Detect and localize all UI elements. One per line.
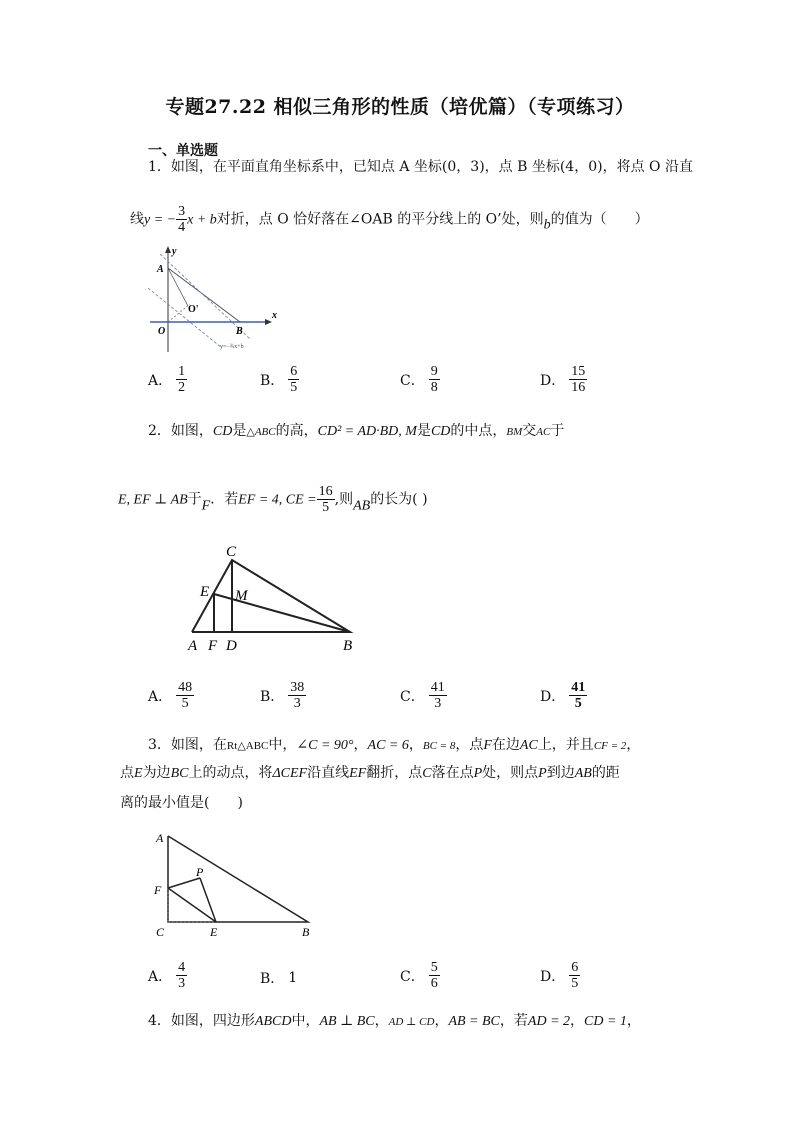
q3-label-a: A	[156, 831, 164, 845]
q2-ce-den: 5	[322, 500, 330, 515]
option-den: 16	[571, 380, 586, 395]
option-label: A．	[148, 968, 173, 985]
option-fraction	[429, 680, 447, 711]
q3-text: ，	[408, 737, 423, 753]
option-num: 9	[430, 364, 438, 379]
q2-label-c: C	[226, 544, 237, 560]
q2-ac: AC	[536, 426, 551, 438]
q1-line2	[130, 204, 649, 237]
q3-segment-fp	[168, 878, 200, 888]
q3-text: 处，则点	[482, 765, 539, 781]
q1-line1: 1．如图，在平面直角坐标系中，已知点 A 坐标(0，3)，点 B 坐标(4，0)，将点 O 沿直	[148, 159, 693, 175]
q4-cd: CD = 1	[584, 1014, 627, 1029]
option-fraction	[176, 680, 194, 711]
q1-option-d[interactable]	[540, 364, 587, 395]
q1-x-arrow-icon	[265, 319, 272, 325]
option-fraction	[176, 960, 187, 991]
q4-ab-eq-bc: AB = BC	[448, 1014, 500, 1029]
q3-triangle-abc	[168, 836, 308, 922]
q3-segment-fe	[168, 888, 216, 922]
q1-oo-line	[168, 304, 190, 322]
option-den: 6	[430, 976, 438, 991]
option-label: B．	[260, 372, 285, 389]
q1-segment-ab	[168, 268, 240, 322]
q2-label-f: F	[208, 638, 218, 654]
option-den: 3	[178, 976, 186, 991]
q4-ad: AD = 2	[527, 1014, 571, 1029]
q3-label-e: E	[210, 925, 218, 939]
option-fraction	[429, 364, 440, 395]
option-den: 2	[178, 380, 186, 395]
option-value: 1	[288, 970, 298, 986]
q3-option-b[interactable]	[260, 968, 297, 988]
q3-p: P	[473, 766, 483, 781]
section-heading: 一、单选题	[148, 143, 218, 159]
option-den: 3	[434, 696, 442, 711]
q2-triangle-abc	[192, 560, 350, 632]
option-fraction	[429, 960, 440, 991]
q2-label-e: E	[200, 584, 210, 600]
q4-text: 中，	[291, 1013, 320, 1029]
q3-option-a[interactable]	[148, 960, 187, 991]
option-num: 5	[430, 960, 438, 975]
q3-text: 的距	[591, 765, 620, 781]
q4-line1	[148, 1010, 641, 1033]
q1-eq-y: y = −	[144, 212, 177, 228]
q2-text: 是	[232, 423, 247, 439]
q2-label-a: A	[188, 638, 198, 654]
q2-ce-fraction	[317, 484, 335, 515]
q2-ef-perp: E, EF ⊥ AB	[118, 492, 188, 508]
q3-line1	[148, 734, 640, 757]
q1-label-x: x	[272, 310, 277, 321]
q3-bc-edge: BC	[170, 766, 189, 781]
q3-text: 中，	[268, 737, 297, 753]
q3-ac-edge: AC	[519, 738, 538, 753]
option-num: 6	[290, 364, 298, 379]
q1-figure	[140, 244, 280, 356]
q2-ab: AB	[353, 498, 371, 514]
option-fraction	[176, 364, 187, 395]
q2-text: ．若	[210, 491, 239, 508]
q3-segment-pe	[200, 878, 216, 922]
q3-text: ，	[626, 737, 641, 753]
q2-ce-num: 16	[318, 484, 333, 499]
q3-text: 为边	[142, 765, 171, 781]
q3-figure	[150, 826, 320, 942]
q3-ef: EF	[349, 766, 367, 781]
q1-label-a: A	[157, 264, 164, 275]
option-fraction	[288, 364, 299, 395]
q4-text: ，	[374, 1013, 389, 1029]
q3-label-b: B	[302, 925, 310, 939]
option-den: 5	[571, 976, 579, 991]
q4-ab-perp-bc: AB ⊥ BC	[319, 1014, 375, 1029]
option-label: B．	[260, 971, 285, 987]
q3-line3: 离的最小值是( )	[120, 795, 243, 811]
option-label: C．	[400, 688, 425, 705]
q1-eq-num: 3	[178, 204, 186, 219]
option-label: A．	[148, 688, 173, 705]
q3-text: 在边	[491, 737, 520, 753]
q4-text: ，	[626, 1013, 641, 1029]
q2-text: 2．如图，	[148, 423, 213, 439]
option-fraction	[569, 364, 587, 395]
q1-b: b	[543, 217, 551, 233]
q2-text: ,则	[334, 491, 354, 508]
q3-label-f: F	[154, 883, 162, 897]
q2-bm: BM	[506, 426, 523, 438]
q2-option-a[interactable]	[148, 680, 194, 711]
q3-p: P	[538, 766, 547, 781]
q1-option-c[interactable]	[400, 364, 440, 395]
option-label: D．	[540, 968, 566, 985]
q2-ef: EF = 4, CE =	[238, 492, 317, 508]
option-den: 8	[430, 380, 438, 395]
q2-triangle: △ABC	[246, 426, 276, 438]
q1-dashed-line	[148, 288, 222, 348]
q3-cef: ΔCEF	[272, 766, 308, 781]
q3-text: 落在点	[431, 765, 474, 781]
q1-text: 线	[130, 211, 144, 228]
q3-option-c[interactable]	[400, 960, 440, 991]
q3-line2	[120, 762, 620, 785]
q1-label-y: y	[172, 246, 177, 257]
q2-text: 是	[416, 423, 431, 439]
option-label: B．	[260, 688, 285, 705]
q1-text-mid: 对折，点 O 恰好落在∠OAB 的平分线上的 O’处，则	[216, 211, 544, 228]
page-title: 专题27.22 相似三角形的性质（培优篇）（专项练习）	[165, 96, 635, 118]
q1-label-oprime: O'	[188, 304, 199, 315]
q2-line2	[118, 484, 428, 518]
q3-text: ，点	[455, 737, 484, 753]
option-den: 5	[290, 380, 298, 395]
q1-eq-fraction	[176, 204, 187, 235]
q3-text: 上的动点，将	[188, 765, 273, 781]
q2-text: 的高，	[275, 423, 318, 439]
option-num: 15	[571, 364, 586, 379]
q3-bc: BC = 8	[422, 740, 456, 752]
q3-f: F	[483, 738, 492, 753]
option-label: D．	[540, 372, 566, 389]
q3-text: 翻折，点	[366, 765, 423, 781]
option-fraction	[569, 960, 580, 991]
option-num: 4	[178, 960, 186, 975]
q3-text: 点	[120, 765, 134, 781]
option-num: 38	[290, 680, 305, 695]
option-label: C．	[400, 968, 425, 985]
q1-text-post: 的值为（ ）	[550, 211, 649, 228]
q2-text: 于	[187, 491, 202, 508]
option-num: 41	[571, 680, 586, 695]
option-den: 5	[181, 696, 189, 711]
q3-angle: ∠C = 90°	[296, 738, 354, 753]
q2-label-b: B	[343, 638, 353, 654]
option-num: 6	[571, 960, 579, 975]
q4-abcd: ABCD	[254, 1014, 292, 1029]
q2-line1	[148, 420, 564, 443]
q2-label-m: M	[235, 588, 248, 604]
q1-option-a[interactable]	[148, 364, 187, 395]
q3-text: 到边	[546, 765, 575, 781]
option-label: D．	[540, 688, 566, 705]
q3-ac: AC = 6	[367, 738, 409, 753]
q2-text: 的中点，	[450, 423, 507, 439]
option-den: 5	[574, 696, 582, 711]
option-num: 1	[178, 364, 186, 379]
q1-option-b[interactable]	[260, 364, 299, 395]
option-num: 48	[178, 680, 193, 695]
q3-label-c: C	[156, 925, 165, 939]
q2-cd: CD	[212, 424, 233, 439]
q1-bisector	[168, 268, 188, 306]
q2-condition: CD² = AD·BD, M	[317, 424, 417, 439]
option-fraction	[569, 680, 587, 711]
q3-option-d[interactable]	[540, 960, 580, 991]
q3-text: 沿直线	[307, 765, 350, 781]
q2-text: 于	[550, 423, 565, 439]
q3-e: E	[134, 766, 143, 781]
q3-c: C	[422, 766, 432, 781]
q3-cf: CF = 2	[593, 740, 627, 752]
q2-option-b[interactable]	[260, 680, 306, 711]
q1-line-label: y=−¾x+b	[220, 344, 244, 350]
q3-text: 3．如图，在	[148, 737, 227, 753]
q3-text: ，	[353, 737, 368, 753]
q3-text: 上，并且	[537, 737, 594, 753]
q3-ab: AB	[574, 766, 592, 781]
q4-text: ，	[570, 1013, 585, 1029]
q2-option-c[interactable]	[400, 680, 447, 711]
q3-label-p: P	[196, 865, 204, 879]
q2-text: 的长为( )	[370, 491, 428, 508]
q4-ad-perp-cd: AD ⊥ CD	[388, 1016, 435, 1028]
q2-figure	[180, 540, 370, 658]
q1-label-b: B	[236, 326, 243, 337]
option-fraction	[288, 680, 306, 711]
q2-text: 交	[522, 423, 537, 439]
q4-text: ，	[434, 1013, 449, 1029]
q2-option-d[interactable]	[540, 680, 587, 711]
q1-eq-den: 4	[178, 220, 186, 235]
q2-f: F	[201, 498, 211, 514]
q4-text: ，若	[499, 1013, 528, 1029]
option-den: 3	[293, 696, 301, 711]
option-label: A．	[148, 372, 173, 389]
q2-label-d: D	[226, 638, 237, 654]
q3-rt: Rt△ABC	[226, 740, 269, 752]
q1-y-arrow-icon	[165, 246, 171, 253]
option-num: 41	[430, 680, 445, 695]
q2-cd: CD	[430, 424, 451, 439]
option-label: C．	[400, 372, 425, 389]
q4-text: 4．如图，四边形	[148, 1013, 255, 1029]
q1-eq-rest: x + b	[187, 212, 217, 228]
q1-label-o: O	[158, 326, 166, 337]
